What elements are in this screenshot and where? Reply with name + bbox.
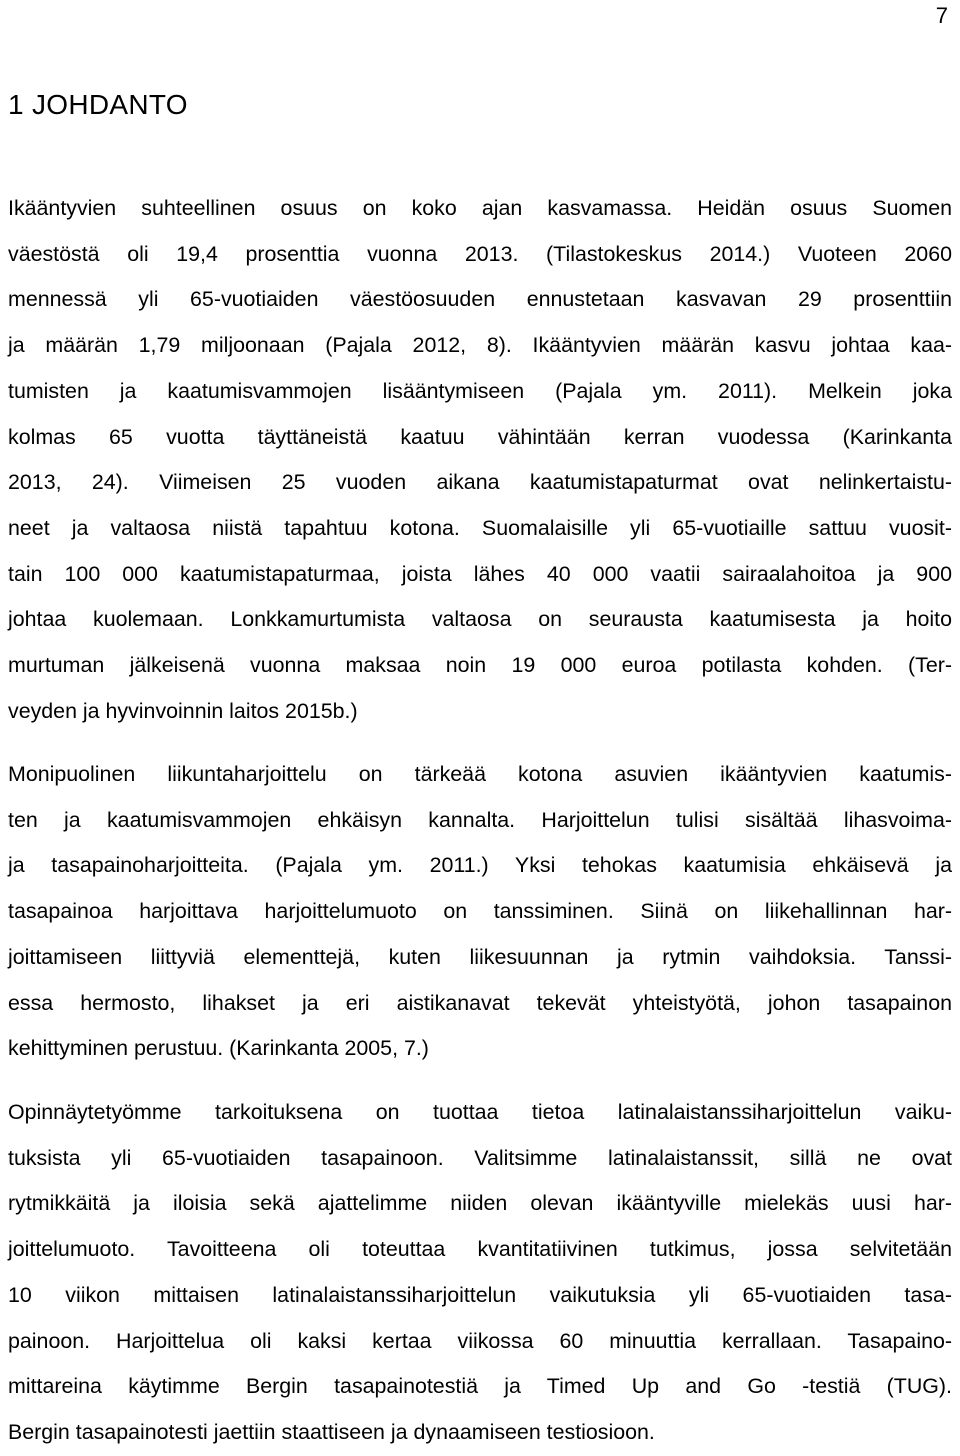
text-line: väestöstä oli 19,4 prosenttia vuonna 2013. (Tilastokeskus 2014.) Vuoteen 2060 [8, 241, 952, 266]
text-line: 2013, 24). Viimeisen 25 vuoden aikana kaatumistapaturmat ovat nelinkertaistu- [8, 470, 952, 495]
text-line: murtuman jälkeisenä vuonna maksaa noin 19 000 euroa potilasta kohden. (Ter- [8, 653, 952, 678]
paragraph-intro [8, 186, 952, 734]
text-line: neet ja valtaosa niistä tapahtuu kotona. Suomalaisille yli 65-vuotiaille sattuu vuosit- [8, 515, 952, 540]
text-line: ten ja kaatumisvammojen ehkäisyn kannalta. Harjoittelun tulisi sisältää lihasvoima- [8, 807, 952, 832]
text-line: mennessä yli 65-vuotiaiden väestöosuuden ennustetaan kasvavan 29 prosenttiin [8, 287, 952, 312]
text-line: tasapainoa harjoittava harjoittelumuoto on tanssiminen. Siinä on liikehallinnan har- [8, 899, 952, 924]
text-line: joittelumuoto. Tavoitteena oli toteuttaa kvantitatiivinen tutkimus, jossa selvitetään [8, 1237, 952, 1262]
text-line: tain 100 000 kaatumistapaturmaa, joista lähes 40 000 vaatii sairaalahoitoa ja 900 [8, 561, 952, 586]
text-line: essa hermosto, lihakset ja eri aistikanavat tekevät yhteistyötä, johon tasapainon [8, 990, 952, 1015]
page-number: 7 [935, 3, 948, 28]
section-heading: 1 JOHDANTO [8, 89, 188, 120]
text-line: johtaa kuolemaan. Lonkkamurtumista valtaosa on seurausta kaatumisesta ja hoito [8, 607, 952, 632]
text-line: rytmikkäitä ja iloisia sekä ajattelimme niiden olevan ikääntyville mielekäs uusi har- [8, 1191, 952, 1216]
text-line: kehittyminen perustuu. (Karinkanta 2005, 7.) [8, 1036, 429, 1061]
text-line: Bergin tasapainotesti jaettiin staattiseen ja dynaamiseen testiosioon. [8, 1419, 655, 1444]
text-line: Opinnäytetyömme tarkoituksena on tuottaa tietoa latinalaistanssiharjoittelun vaiku- [8, 1100, 952, 1124]
text-line: mittareina käytimme Bergin tasapainotestiä ja Timed Up and Go -testiä (TUG). [8, 1374, 952, 1399]
text-line: tumisten ja kaatumisvammojen lisääntymiseen (Pajala ym. 2011). Melkein joka [8, 378, 952, 403]
text-line: joittamiseen liittyviä elementtejä, kuten liikesuunnan ja rytmin vaihdoksia. Tanssi- [8, 944, 952, 969]
text-line: painoon. Harjoittelua oli kaksi kertaa viikossa 60 minuuttia kerrallaan. Tasapaino- [8, 1328, 952, 1353]
text-line: Ikääntyvien suhteellinen osuus on koko ajan kasvamassa. Heidän osuus Suomen [8, 196, 952, 220]
text-line: kolmas 65 vuotta täyttäneistä kaatuu vähintään kerran vuodessa (Karinkanta [8, 424, 952, 449]
paragraph-exercise [8, 752, 952, 1072]
text-line: ja määrän 1,79 miljoonaan (Pajala 2012, 8). Ikääntyvien määrän kasvu johtaa kaa- [8, 333, 952, 358]
text-line: 10 viikon mittaisen latinalaistanssiharjoittelun vaikutuksia yli 65-vuotiaiden tasa- [8, 1282, 952, 1307]
text-line: ja tasapainoharjoitteita. (Pajala ym. 2011.) Yksi tehokas kaatumisia ehkäisevä ja [8, 853, 952, 878]
paragraph-purpose [8, 1090, 952, 1456]
text-line: tuksista yli 65-vuotiaiden tasapainoon. Valitsimme latinalaistanssit, sillä ne ovat [8, 1145, 952, 1170]
text-line: veyden ja hyvinvoinnin laitos 2015b.) [8, 698, 358, 723]
text-line: Monipuolinen liikuntaharjoittelu on tärkeää kotona asuvien ikääntyvien kaatumis- [8, 762, 952, 786]
